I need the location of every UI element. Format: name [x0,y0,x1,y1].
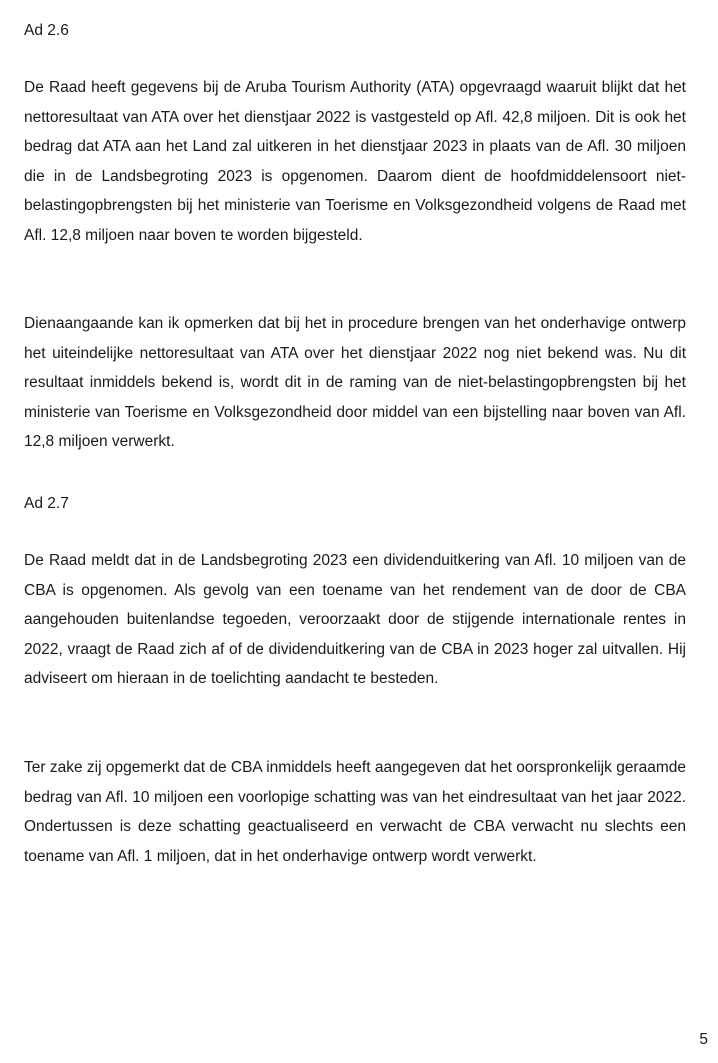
paragraph-cba-dividend: De Raad meldt dat in de Landsbegroting 2023 een dividenduitkering van Afl. 10 miljoen van de CBA is opgenomen. Als gevolg van een toename van het rendement van de door de CBA aangehouden buitenlandse tegoeden, veroorzaakt door de stijgende internationale rentes in 2022, vraagt de Raad zich af of de dividenduitkering van de CBA in 2023 hoger zal uitvallen. Hij adviseert om hieraan in de toelichting aandacht te besteden. [24,552,686,687]
paragraph-ata-net-result: De Raad heeft gegevens bij de Aruba Tourism Authority (ATA) opgevraagd waaruit blijkt dat het nettoresultaat van ATA over het dienstjaar 2022 is vastgesteld op Afl. 42,8 miljoen. Dit is ook het bedrag dat ATA aan het Land zal uitkeren in het dienstjaar 2023 in plaats van de Afl. 30 miljoen die in de Landsbegroting 2023 is opgenomen. Daarom dient de hoofdmiddelensoort niet-belastingopbrengsten bij het ministerie van Toerisme en Volksgezondheid volgens de Raad met Afl. 12,8 miljoen naar boven te worden bijgesteld. [24,79,686,244]
page-number: 5 [699,1031,708,1048]
paragraph-ata-response: Dienaangaande kan ik opmerken dat bij het in procedure brengen van het onderhavige ontwerp het uiteindelijke nettoresultaat van ATA over het dienstjaar 2022 nog niet bekend was. Nu dit resultaat inmiddels bekend is, wordt dit in de raming van de niet-belastingopbrengsten bij het ministerie van Toerisme en Volksgezondheid door middel van een bijstelling naar boven van Afl. 12,8 miljoen verwerkt. [24,315,686,450]
section-heading-ad-2-7: Ad 2.7 [24,495,69,512]
section-heading-ad-2-6: Ad 2.6 [24,22,69,39]
paragraph-cba-response: Ter zake zij opgemerkt dat de CBA inmiddels heeft aangegeven dat het oorspronkelijk geraamde bedrag van Afl. 10 miljoen een voorlopige schatting was van het eindresultaat van het jaar 2022. Ondertussen is deze schatting geactualiseerd en verwacht de CBA verwacht nu slechts een toename van Afl. 1 miljoen, dat in het onderhavige ontwerp wordt verwerkt. [24,759,686,865]
